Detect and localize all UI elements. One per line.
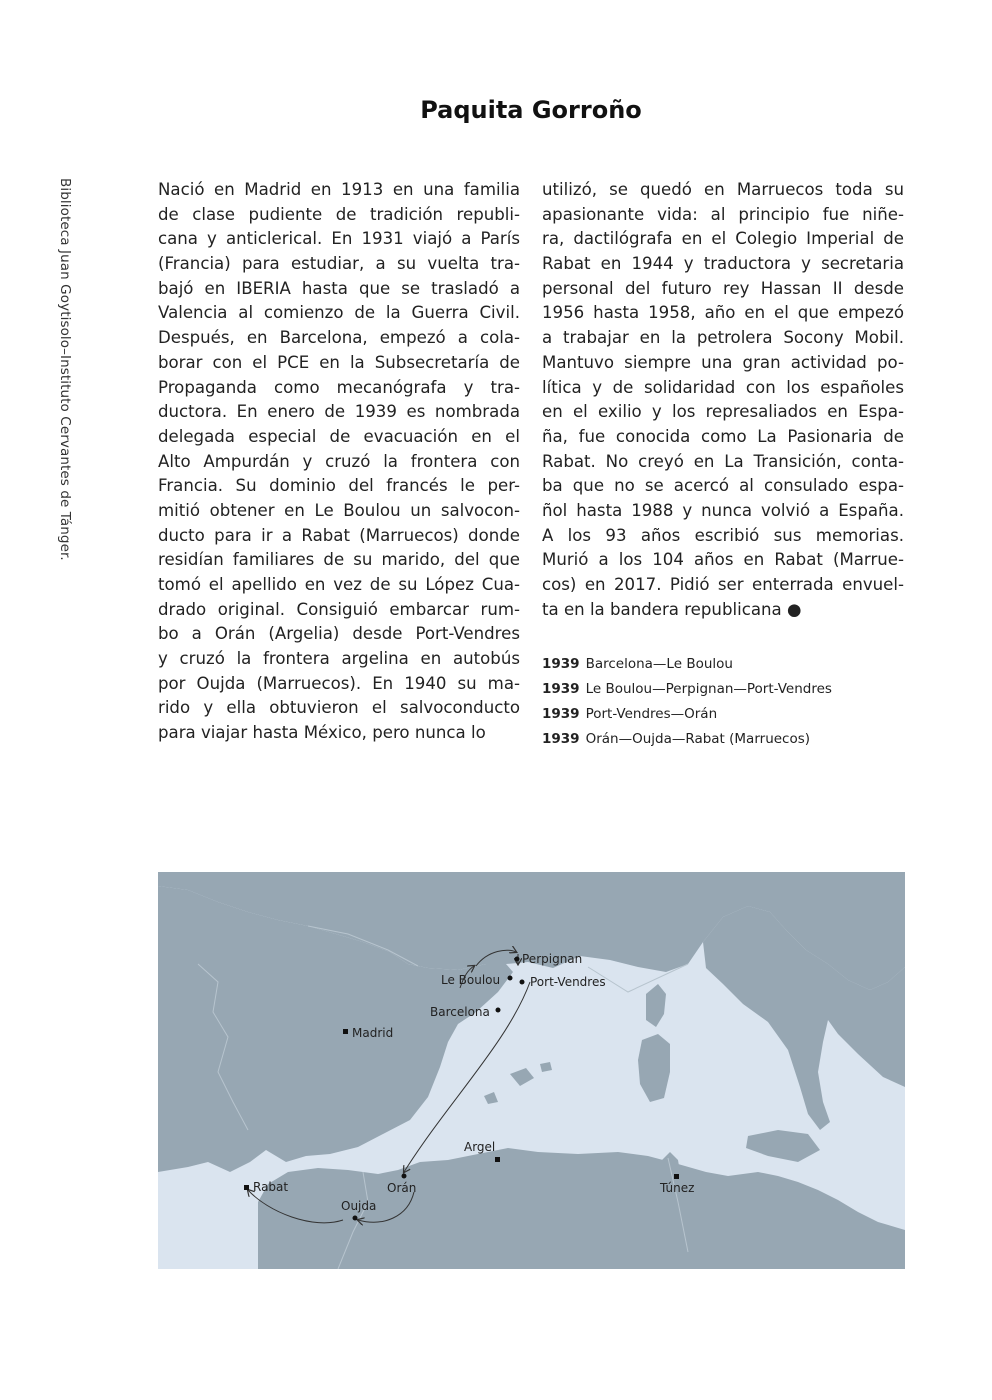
text-line: Francia. Su dominio del francés le per- (158, 476, 520, 496)
text-line: ñol hasta 1988 y nunca volvió a España. (542, 500, 904, 520)
label-le-boulou: Le Boulou (441, 973, 501, 987)
text-line: Propaganda como mecanógrafa y tra- (158, 377, 520, 397)
text-line: ductora. En enero de 1939 es nombrada (158, 402, 520, 422)
text-line: Rabat. No creyó en La Transición, conta- (542, 451, 904, 471)
text-line: residían familiares de su marido, del que (158, 550, 520, 570)
text-line: borar con el PCE en la Subsecretaría de (158, 352, 520, 372)
label-barcelona: Barcelona (430, 1005, 490, 1019)
text-line: apasionante vida: al principio fue niñe- (542, 204, 904, 224)
route-item: 1939 Le Boulou—Perpignan—Port-Vendres (542, 681, 832, 697)
label-oran: Orán (387, 1181, 417, 1195)
text-line: lítica y de solidaridad con los españoles (542, 377, 904, 397)
label-rabat: Rabat (253, 1180, 289, 1194)
text-line: Rabat en 1944 y traductora y secretaria (542, 254, 904, 274)
label-madrid: Madrid (352, 1026, 394, 1040)
label-port-vendres: Port-Vendres (530, 975, 606, 989)
text-line: ba que no se acercó al consulado espa- (542, 476, 904, 496)
text-line: Alto Ampurdán y cruzó la frontera con (158, 451, 520, 471)
text-line: ra, dactilógrafa en el Colegio Imperial de (542, 229, 904, 249)
text-line: Mantuvo siempre una gran actividad po- (542, 352, 904, 372)
text-line: en el exilio y los represaliados en Espa- (542, 402, 904, 422)
body-column-right (542, 178, 904, 622)
label-perpignan: Perpignan (522, 952, 583, 966)
text-line: personal del futuro rey Hassan II desde (542, 278, 904, 298)
label-oujda: Oujda (341, 1199, 377, 1213)
text-line: tomó el apellido en vez de su López Cua- (158, 575, 520, 594)
route-item: 1939 Orán—Oujda—Rabat (Marruecos) (542, 731, 811, 747)
text-line: utilizó, se quedó en Marruecos toda su (542, 180, 904, 199)
text-line: delegada especial de evacuación en el (158, 426, 520, 446)
text-line: para viajar hasta México, pero nunca lo (158, 723, 486, 743)
page-title: Paquita Gorroño (420, 96, 642, 124)
text-line: cos) en 2017. Pidió ser enterrada envuel- (542, 575, 904, 594)
text-line: bajó en IBERIA hasta que se trasladó a (158, 278, 520, 298)
text-line: (Francia) para estudiar, a su vuelta tra- (158, 254, 520, 274)
text-line: drado original. Consiguió embarcar rum- (158, 599, 520, 619)
text-line: bo a Orán (Argelia) desde Port-Vendres (158, 624, 520, 644)
text-line: Murió a los 104 años en Rabat (Marrue- (542, 550, 904, 570)
label-tunez: Túnez (660, 1181, 695, 1195)
side-credit: Biblioteca Juan Goytisolo–Instituto Cervantes de Tánger. (57, 178, 73, 561)
text-line: por Oujda (Marruecos). En 1940 su ma- (158, 673, 520, 693)
label-argel: Argel (464, 1140, 496, 1154)
route-map (158, 872, 905, 1269)
text-line: rido y ella obtuvieron el salvoconducto (158, 698, 520, 718)
text-line: ducto para ir a Rabat (Marruecos) donde (158, 525, 520, 545)
route-item: 1939 Barcelona—Le Boulou (542, 656, 733, 672)
text-line: ta en la bandera republicana ● (542, 599, 802, 619)
route-list (542, 652, 832, 752)
text-line: cana y anticlerical. En 1931 viajó a París (158, 229, 520, 249)
text-line: y cruzó la frontera argelina en autobús (158, 649, 520, 669)
text-line: Nació en Madrid en 1913 en una familia (158, 180, 520, 199)
body-column-left (158, 178, 520, 746)
text-line: Valencia al comienzo de la Guerra Civil. (158, 303, 520, 323)
route-item: 1939 Port-Vendres—Orán (542, 706, 718, 722)
text-line: 1956 hasta 1958, año en el que empezó (542, 303, 904, 323)
text-line: Después, en Barcelona, empezó a cola- (158, 328, 520, 348)
text-line: a trabajar en la petrolera Socony Mobil. (542, 328, 904, 348)
text-line: mitió obtener en Le Boulou un salvocon- (158, 500, 520, 520)
text-line: de clase pudiente de tradición republi- (158, 204, 520, 224)
text-line: A los 93 años escribió sus memorias. (542, 525, 904, 545)
text-line: ña, fue conocida como La Pasionaria de (542, 426, 904, 446)
